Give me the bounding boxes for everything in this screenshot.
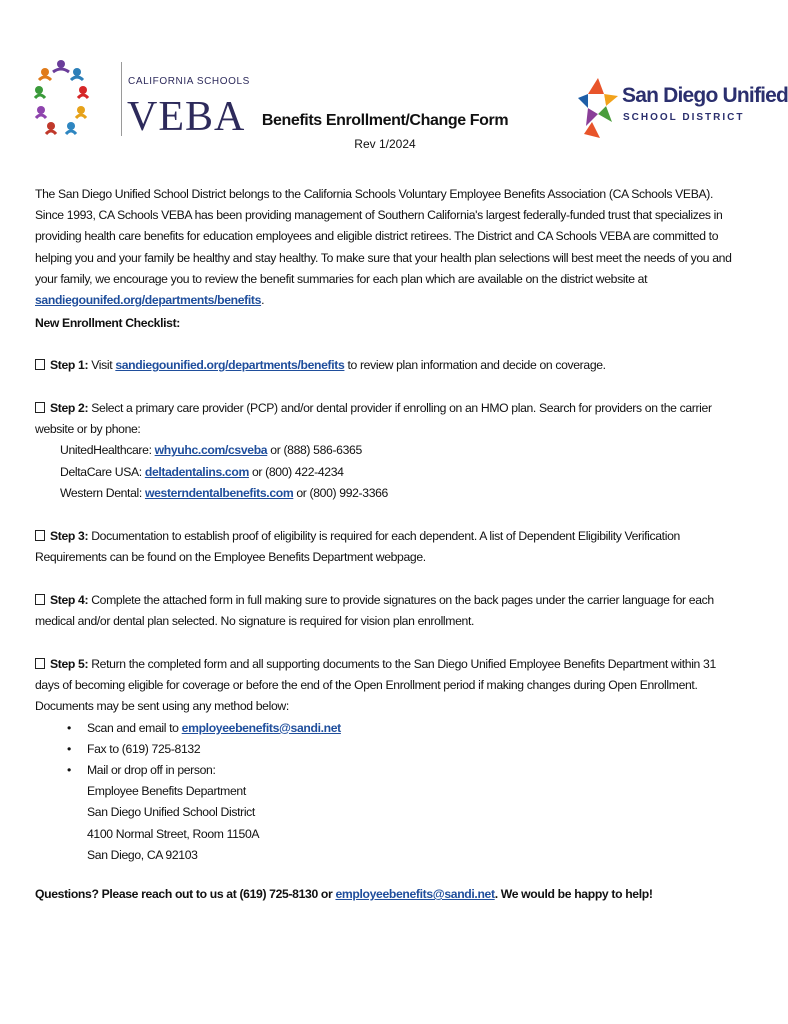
step-5-label: Step 5: bbox=[50, 657, 89, 671]
address-line: 4100 Normal Street, Room 1150A bbox=[87, 826, 260, 841]
step-3 bbox=[35, 526, 735, 568]
questions-end: . We would be happy to help! bbox=[494, 887, 653, 901]
step-4-label: Step 4: bbox=[50, 593, 89, 607]
step-4-checkbox[interactable] bbox=[35, 594, 45, 605]
step-4 bbox=[35, 590, 735, 632]
step-5-checkbox[interactable] bbox=[35, 658, 45, 669]
carrier-deltacare bbox=[35, 462, 735, 483]
step-3-checkbox[interactable] bbox=[35, 530, 45, 541]
method-fax bbox=[67, 739, 735, 760]
uhc-link[interactable]: whyuhc.com/csveba bbox=[154, 443, 268, 458]
submission-methods bbox=[35, 718, 735, 782]
form-revision: Rev 1/2024 bbox=[354, 137, 416, 151]
step-3-text: Documentation to establish proof of eligibility is required for each dependent. A list of Dependent Eligibility Verification Requirements can be found on the Employee Benefits Department webpage. bbox=[35, 529, 680, 565]
intro-paragraph bbox=[35, 184, 735, 311]
carrier-phone: or (800) 992-3366 bbox=[293, 485, 388, 500]
bullet: • bbox=[67, 720, 71, 735]
questions-line bbox=[35, 884, 735, 905]
carrier-western-dental bbox=[35, 483, 735, 504]
step-2-checkbox[interactable] bbox=[35, 402, 45, 413]
benefits-website-link[interactable]: sandiegounifed.org/departments/benefits bbox=[35, 293, 262, 308]
method-fax-text: Fax to (619) 725-8132 bbox=[87, 741, 201, 756]
step-2 bbox=[35, 398, 735, 504]
form-title: Benefits Enrollment/Change Form bbox=[261, 112, 509, 129]
address-line: San Diego Unified School District bbox=[87, 805, 255, 820]
step-2-text: Select a primary care provider (PCP) and/or dental provider if enrolling on an HMO plan. Search for providers on the carrier website or by phone: bbox=[35, 401, 712, 437]
step-1 bbox=[35, 355, 735, 376]
carrier-unitedhealthcare bbox=[35, 440, 735, 461]
step-1-link[interactable]: sandiegounified.org/departments/benefits bbox=[115, 358, 345, 372]
step-5-text: Return the completed form and all supporting documents to the San Diego Unified Employee Benefits Department within 31 days of becoming eligible for coverage or before the end of the Open Enrollment period if making changes during Open Enrollment. Documents may be sent using any method below: bbox=[35, 657, 716, 714]
method-email bbox=[67, 718, 735, 739]
carrier-name: UnitedHealthcare: bbox=[60, 443, 155, 458]
veba-logo-caption: CALIFORNIA SCHOOLS bbox=[128, 76, 250, 87]
western-dental-link[interactable]: westerndentalbenefits.com bbox=[144, 485, 294, 500]
method-mail bbox=[67, 760, 735, 781]
carrier-name: DeltaCare USA: bbox=[60, 464, 145, 479]
checklist-heading: New Enrollment Checklist: bbox=[35, 316, 180, 330]
carrier-name: Western Dental: bbox=[60, 485, 145, 500]
address-line: San Diego, CA 92103 bbox=[87, 847, 198, 862]
step-3-label: Step 3: bbox=[50, 529, 89, 543]
step-5 bbox=[35, 654, 735, 866]
carrier-phone: or (800) 422-4234 bbox=[248, 464, 344, 479]
intro-end: . bbox=[261, 293, 265, 308]
method-email-text: Scan and email to bbox=[87, 720, 182, 735]
district-name: San Diego Unified bbox=[622, 84, 788, 107]
carrier-phone: or (888) 586-6365 bbox=[267, 443, 362, 458]
method-mail-text: Mail or drop off in person: bbox=[87, 763, 216, 778]
intro-text: The San Diego Unified School District belongs to the California Schools Voluntary Employee Benefits Association (CA Schools VEBA). Since 1993, CA Schools VEBA has been providing management of Southern California's largest federally-funded trust that specializes in providing health care benefits for education employees and eligible district retirees. The District and CA Schools VEBA are committed to helping you and your family be healthy and stay healthy. To make sure that your health plan selections will best meet the needs of you and your family, we encourage you to review the benefit summaries for each plan which are available on the district website at bbox=[35, 187, 732, 286]
mailing-address bbox=[35, 781, 735, 866]
step-1-checkbox[interactable] bbox=[35, 359, 45, 370]
district-subtitle: SCHOOL DISTRICT bbox=[623, 112, 745, 123]
bullet: • bbox=[67, 763, 71, 778]
step-1-post: to review plan information and decide on coverage. bbox=[344, 358, 606, 372]
email-link[interactable]: employeebenefits@sandi.net bbox=[181, 720, 341, 735]
bullet: • bbox=[67, 741, 71, 756]
step-1-label: Step 1: bbox=[50, 358, 89, 372]
veba-logo-wordmark: VEBA bbox=[127, 94, 246, 140]
delta-dental-link[interactable]: deltadentalins.com bbox=[144, 464, 249, 479]
step-4-text: Complete the attached form in full making sure to provide signatures on the back pages under the carrier language for each medical and/or dental plan selected. No signature is required for vision plan enrollment. bbox=[35, 593, 714, 629]
questions-email-link[interactable]: employeebenefits@sandi.net bbox=[335, 887, 495, 901]
step-2-label: Step 2: bbox=[50, 401, 89, 415]
questions-text: Questions? Please reach out to us at (619) 725-8130 or bbox=[35, 887, 336, 901]
sdusd-logo bbox=[576, 76, 788, 140]
sdusd-star-icon bbox=[576, 76, 620, 140]
step-1-pre: Visit bbox=[91, 358, 116, 372]
address-line: Employee Benefits Department bbox=[87, 784, 246, 799]
